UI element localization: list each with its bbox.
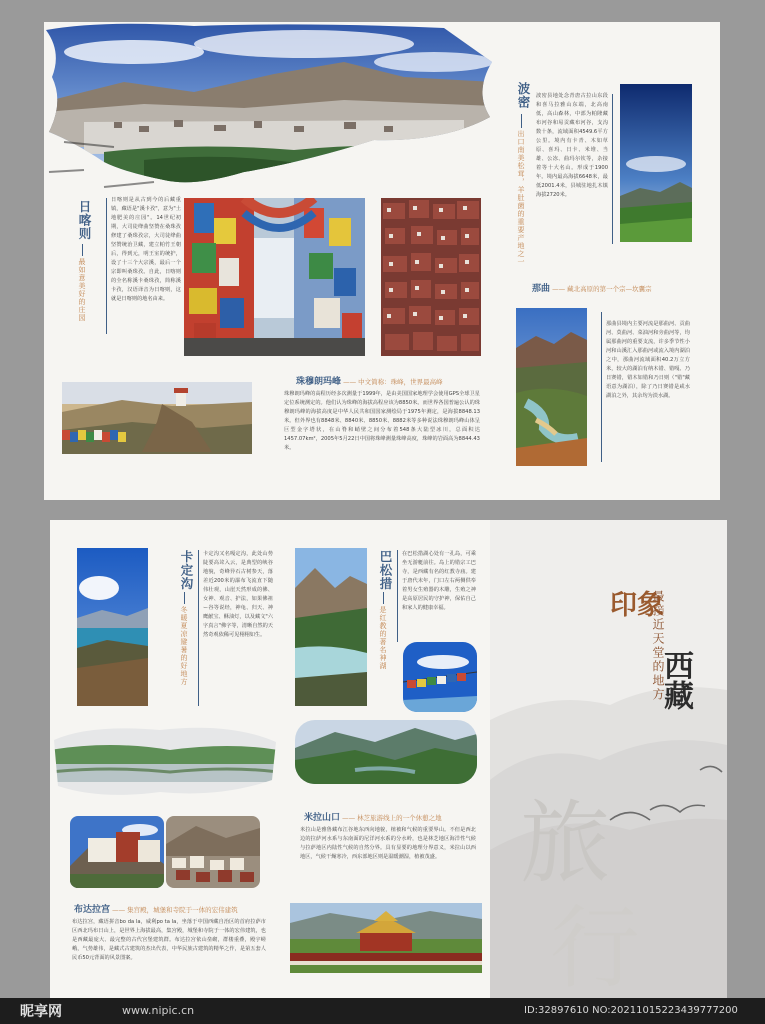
rikaze-body: 日喀则是从古到今的后藏重镇，藏语是"溪卡孜"，意为"土地肥美的庄园"。14世纪初期，大司徒绛曲坚赞在桑珠孜修建了桑珠孜宗，大司徒绛曲坚赞统治卫藏，建立帕竹王朝后，得到元，明王室的统护，设了十三个大宗溪，最后一个宗即叫桑珠孜。自此，日喀则的全名称溪卡桑珠孜，简称溪卡孜，汉语译音为日喀则，这就是日喀则的地名由来。 (111, 197, 181, 302)
prayer-flags-photo (184, 198, 365, 356)
zhufeng-body: 珠穆朗玛峰的高程历经多次测量于1999年，是由美国国家地理学会使用GPS全球卫星定位系统测定的。他们认为珠峰的海拔高程应该为8850米。而世界各国普遍公认的珠穆朗玛峰的海拔高度是中华人民共和国国家测绘局于1975年测定，是海拔8848.13米。但外界也有8848米、8840米、8850米、8882米等多种说法珠穆朗玛峰山体呈巨型金字塔状，在山脊和峭壁之间分布着548条大陆型冰川，总面积达1457.07km²，2005年5月22日中国将珠峰测量珠峰高度，珠峰的岩面高为8844.43米。 (284, 391, 480, 451)
milashankou-heading: 米拉山口 —— 林芝旅游线上的一个休憩之地 (304, 813, 442, 823)
kading-lake-photo (77, 548, 148, 706)
budala-title: 布达拉宫 (74, 905, 111, 915)
naqu-subtitle: 藏北高原的第一个宗—坎囊宗 (567, 285, 652, 293)
naqu-river-valley-photo (516, 308, 587, 466)
watermark-bar (0, 998, 765, 1024)
kading-divider (184, 592, 185, 604)
basongcuo-body: 在巴松措湖心处有一孔岛，可乘坐无游艇前往。岛上的错宗工巴寺，是西藏有名的红教寺庙。建于唐代末年，门口左右两侧供奉着男女生殖器的木雕，生殖之神是高原居民的守护神，保佑自己和家人的健康幸福。 (402, 551, 476, 611)
rikaze-subtitle: 最如意美好的庄园 (78, 258, 86, 322)
kading-title: 卡定沟 (179, 550, 194, 591)
cover-slogan: 最接近天堂的地方 (651, 590, 665, 702)
brochure-page-2 (50, 520, 727, 998)
basongcuo-title: 巴松措 (378, 550, 393, 591)
watermark-url[interactable]: www.nipic.cn (122, 1004, 195, 1017)
zhufeng-title: 珠穆朗玛峰 (296, 377, 342, 387)
potala-palace-photo (70, 816, 164, 888)
boxi-title: 波密 (516, 82, 531, 109)
basongcuo-divider (383, 592, 384, 604)
brochure-page-1 (44, 22, 720, 500)
temple-grassland-photo (290, 903, 482, 973)
basongcuo-river-photo (295, 548, 367, 706)
zhufeng-heading: 珠穆朗玛峰 —— 中文简称：珠峰，世界最高峰 (296, 377, 443, 387)
lhasa-panorama-photo (44, 22, 494, 192)
budala-heading: 布达拉宫 —— 集宫殿，城堡和寺院于一体的宏伟建筑 (74, 905, 238, 915)
cover-title-b: 西藏 (658, 650, 693, 710)
hilltop-monastery-photo (62, 382, 252, 454)
boxi-body-rule (612, 94, 613, 244)
boxi-body: 波密县地处念青唐古拉山东段和喜马拉雅山东端，北高南低，高山森林，中部为帕隆藏布河谷和易贡藏布河谷，支沟数十条，流域面积4549.6平方公里。境内有卡青、木如草原、喜玛、日卡、米堆、当雄、公冻、曲玛尔钦等，杂接着等十大名山。形成于1900年。境内最高海拔6648米，最低2001.4米，县城驻地扎木镇海拔2720米。 (536, 93, 608, 198)
naqu-body: 那曲县境内主要河流是那曲河、贡曲河、莫曲河、菜油河和旁曲河等，均属那曲河的重要支流，许多季节性小河和山溪汇入那曲河或流入境内湖泊之中，那曲河流域面积40.2万立方米，较大的湖泊有纳木错、错嘎、乃日赛错，错木如错和乃日则（"错"藏语意为湖泊），除了乃日赛错是咸水湖泊之外，其余均为淡水湖。 (606, 321, 690, 399)
rikaze-divider (82, 244, 83, 256)
naqu-heading: 那曲 —— 藏北高原的第一个宗—坎囊宗 (532, 284, 652, 294)
watermark-logo: 昵享网 (20, 1004, 62, 1020)
naqu-title: 那曲 (532, 284, 551, 294)
zhufeng-subtitle: 中文简称：珠峰，世界最高峰 (358, 378, 443, 386)
milashankou-body: 米拉山是雅鲁藏布江谷地东西向地貌，植被和气候的重要界山。不但是西北边的拉萨河水系与东南面的尼洋河水系的分水岭，也是林芝地区海洋性气候与拉萨地区内陆性气候的自然分界。具有显要的地理分界意义，米拉山以西地区，气候干燥寒冷，西东部地区则是温暖潮湿，植被茂盛。 (300, 827, 476, 860)
boxi-divider (521, 114, 522, 128)
prayer-flag-sky-photo (403, 642, 477, 712)
cover-big-char-2: 行 (550, 896, 640, 998)
basongcuo-body-rule (397, 550, 398, 642)
kading-body-rule (198, 550, 199, 706)
monastery-town-photo (166, 816, 260, 888)
milashankou-subtitle: 林芝旅游线上的一个休憩之地 (357, 814, 442, 822)
rikaze-body-rule (106, 198, 107, 334)
milashankou-title: 米拉山口 (304, 813, 341, 823)
red-monastery-photo (381, 198, 481, 356)
watermark-id: ID:32897610 NO:20211015223439777200 (524, 1005, 738, 1016)
budala-subtitle: 集宫殿，城堡和寺院于一体的宏伟建筑 (127, 906, 238, 914)
misty-lake-photo (50, 720, 278, 802)
kading-body: 卡定沟又名嘎定沟，此处山势陡要高耸入云，是典型的峡谷地貌，奇峰异石古树参天，落差近200米的瀑布飞流直下随伟壮观，山崖天然形成的佛、女神、观音、护法，如果佛祖ー谷等说经，神龟、归天、神鹰献宝、酥油灯，以及藏文"六字真言"佛字等，清晰自然的天然奇观依稀可见栩栩如生。 (203, 551, 273, 638)
mountain-valley-photo (295, 720, 477, 784)
naqu-body-rule (601, 312, 602, 462)
kading-subtitle: 冬暖夏凉避暑的好地方 (180, 606, 188, 686)
boxi-subtitle: 出口南美松茸，羊肚菌的重要产地之一 (517, 130, 525, 266)
cover-title-a: 印象 (610, 590, 664, 621)
rikaze-title: 日喀则 (77, 200, 92, 241)
budala-body: 布达拉宫，藏语拼音bo da la，威利po ta la，坐落于中国西藏自治区的首府拉萨市区西北玛布日山上，是世界上海拔最高，集宫殿，城堡和寺院于一体的宏伟建筑，也是西藏最庞大、最完整的古代宫堡建筑群。布达拉宫依山垒砌，群楼重叠，殿宇嵯峨，气势雄伟，是藏式古建筑的杰出代表，中华民族古建筑的精华之作，是第五套人民币50元背面的风景图案。 (72, 919, 266, 961)
boxi-grassland-photo (620, 84, 692, 242)
cover-big-char-1: 旅 (520, 791, 610, 896)
basongcuo-subtitle: 是红教的著名神湖 (379, 606, 387, 670)
